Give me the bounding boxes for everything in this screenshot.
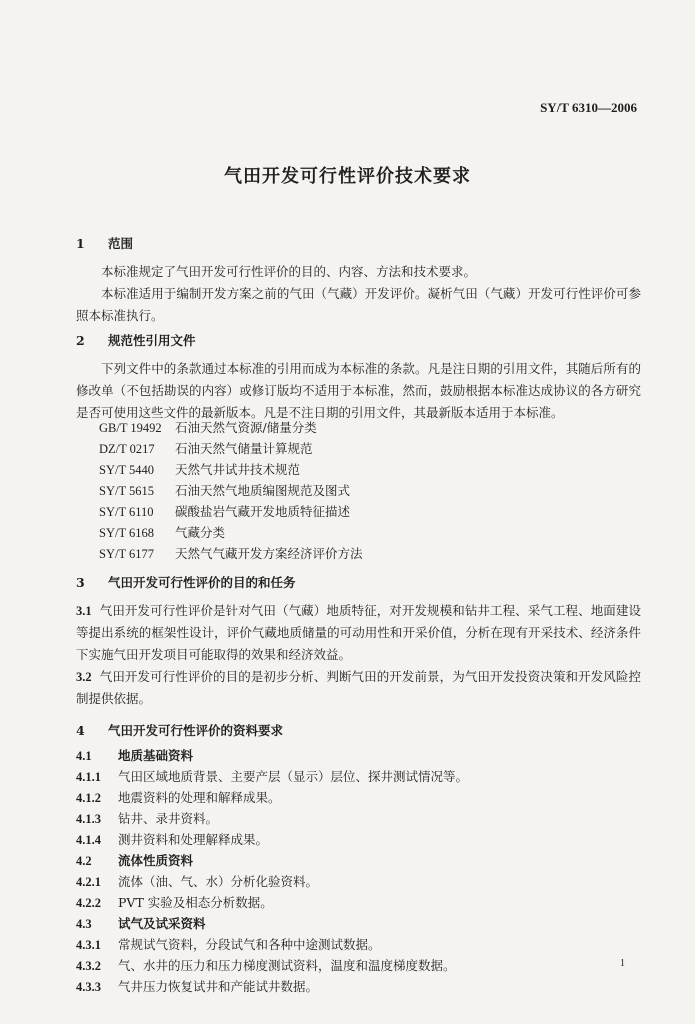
reference-title: 碳酸盐岩气藏开发地质特征描述 xyxy=(175,504,351,519)
reference-item xyxy=(99,459,300,481)
clause-text: 气田开发可行性评价是针对气田（气藏）地质特征，对开发规模和钻井工程、采气工程、地面建设等提出系统的框架性设计，评价气藏地质储量的可动用性和开采价值，分析在现有开采技术、经济条件下实施气田开发项目可能取得的效果和经济效益。 xyxy=(76,603,641,662)
clause-number: 4.2.1 xyxy=(76,875,101,889)
reference-code: DZ/T 0217 xyxy=(99,442,155,456)
section-number: 2 xyxy=(76,333,85,348)
subsection-title: 流体性质资料 xyxy=(118,853,194,868)
reference-code: SY/T 6110 xyxy=(99,505,154,519)
section-title: 规范性引用文件 xyxy=(108,333,196,348)
reference-code: SY/T 5615 xyxy=(99,484,154,498)
reference-title: 石油天然气储量计算规范 xyxy=(175,441,313,456)
reference-title: 天然气井试井技术规范 xyxy=(175,462,301,477)
section-1-paragraph-2: 本标准适用于编制开发方案之前的气田（气藏）开发评价。凝析气田（气藏）开发可行性评价可参照本标准执行。 xyxy=(76,286,641,323)
clause-number: 4.3.3 xyxy=(76,980,101,994)
clause-number: 3.2 xyxy=(76,670,92,684)
clause-text: 地震资料的处理和解释成果。 xyxy=(118,790,281,805)
reference-item xyxy=(99,522,225,544)
reference-code: SY/T 5440 xyxy=(99,463,154,477)
clause-number: 4.1.4 xyxy=(76,833,101,847)
clause-text: 气田区域地质背景、主要产层（显示）层位、探井测试情况等。 xyxy=(118,769,469,784)
reference-title: 天然气气藏开发方案经济评价方法 xyxy=(175,546,363,561)
section-1-heading xyxy=(76,233,641,255)
reference-code: SY/T 6168 xyxy=(99,526,154,540)
clause-3-2 xyxy=(76,666,641,710)
clause-text: 钻井、录井资料。 xyxy=(118,811,219,826)
section-2-paragraph: 下列文件中的条款通过本标准的引用而成为本标准的条款。凡是注日期的引用文件，其随后所有的修改单（不包括勘误的内容）或修订版均不适用于本标准，然而，鼓励根据本标准达成协议的各方研究是否可使用这些文件的最新版本。凡是不注日期的引用文件，其最新版本适用于本标准。 xyxy=(76,361,641,420)
clause-4-1-4 xyxy=(76,829,641,851)
reference-item xyxy=(99,438,313,460)
section-number: 3 xyxy=(76,575,85,590)
clause-4-2-1 xyxy=(76,871,641,893)
clause-text: PVT 实验及相态分析数据。 xyxy=(118,895,273,910)
clause-4-1-1 xyxy=(76,766,641,788)
subsection-number: 4.1 xyxy=(76,749,92,763)
clause-4-3-3 xyxy=(76,976,641,998)
section-title: 范围 xyxy=(108,236,134,251)
clause-text: 气田开发可行性评价的目的是初步分析、判断气田的开发前景，为气田开发投资决策和开发风险控制提供依据。 xyxy=(76,669,641,706)
reference-item xyxy=(99,501,350,523)
section-3-heading xyxy=(76,572,641,594)
clause-number: 4.3.1 xyxy=(76,938,101,952)
clause-4-3-1 xyxy=(76,934,641,956)
page-number: 1 xyxy=(620,958,625,969)
clause-number: 4.1.1 xyxy=(76,770,101,784)
section-number: 1 xyxy=(76,236,85,251)
clause-text: 测井资料和处理解释成果。 xyxy=(118,832,269,847)
clause-4-2-2 xyxy=(76,892,641,914)
clause-text: 流体（油、气、水）分析化验资料。 xyxy=(118,874,319,889)
clause-4-1-3 xyxy=(76,808,641,830)
subsection-number: 4.3 xyxy=(76,917,92,931)
reference-item xyxy=(99,417,317,439)
reference-title: 气藏分类 xyxy=(175,525,226,540)
clause-4-1-2 xyxy=(76,787,641,809)
clause-number: 4.3.2 xyxy=(76,959,101,973)
section-number: 4 xyxy=(76,723,85,738)
clause-number: 4.1.2 xyxy=(76,791,101,805)
reference-code: SY/T 6177 xyxy=(99,547,154,561)
clause-text: 气井压力恢复试井和产能试井数据。 xyxy=(118,979,319,994)
subsection-4-3 xyxy=(76,913,641,935)
subsection-4-2 xyxy=(76,850,641,872)
clause-text: 常规试气资料，分段试气和各种中途测试数据。 xyxy=(118,937,381,952)
section-4-heading xyxy=(76,720,641,742)
clause-number: 4.1.3 xyxy=(76,812,101,826)
section-1-paragraph-1: 本标准规定了气田开发可行性评价的目的、内容、方法和技术要求。 xyxy=(101,264,477,279)
clause-number: 4.2.2 xyxy=(76,896,101,910)
section-title: 气田开发可行性评价的资料要求 xyxy=(108,723,284,738)
reference-code: GB/T 19492 xyxy=(99,421,162,435)
clause-text: 气、水井的压力和压力梯度测试资料，温度和温度梯度数据。 xyxy=(118,958,456,973)
reference-title: 石油天然气地质编图规范及图式 xyxy=(175,483,351,498)
subsection-4-1 xyxy=(76,745,641,767)
subsection-title: 地质基础资料 xyxy=(118,748,194,763)
reference-item xyxy=(99,480,350,502)
section-2-heading xyxy=(76,330,641,352)
clause-number: 3.1 xyxy=(76,604,92,618)
subsection-title: 试气及试采资料 xyxy=(118,916,206,931)
clause-3-1 xyxy=(76,600,641,666)
clause-4-3-2 xyxy=(76,955,641,977)
section-title: 气田开发可行性评价的目的和任务 xyxy=(108,575,296,590)
subsection-number: 4.2 xyxy=(76,854,92,868)
standard-code: SY/T 6310—2006 xyxy=(540,100,637,115)
document-title: 气田开发可行性评价技术要求 xyxy=(224,166,471,187)
reference-item xyxy=(99,543,363,565)
reference-title: 石油天然气资源/储量分类 xyxy=(175,420,317,435)
